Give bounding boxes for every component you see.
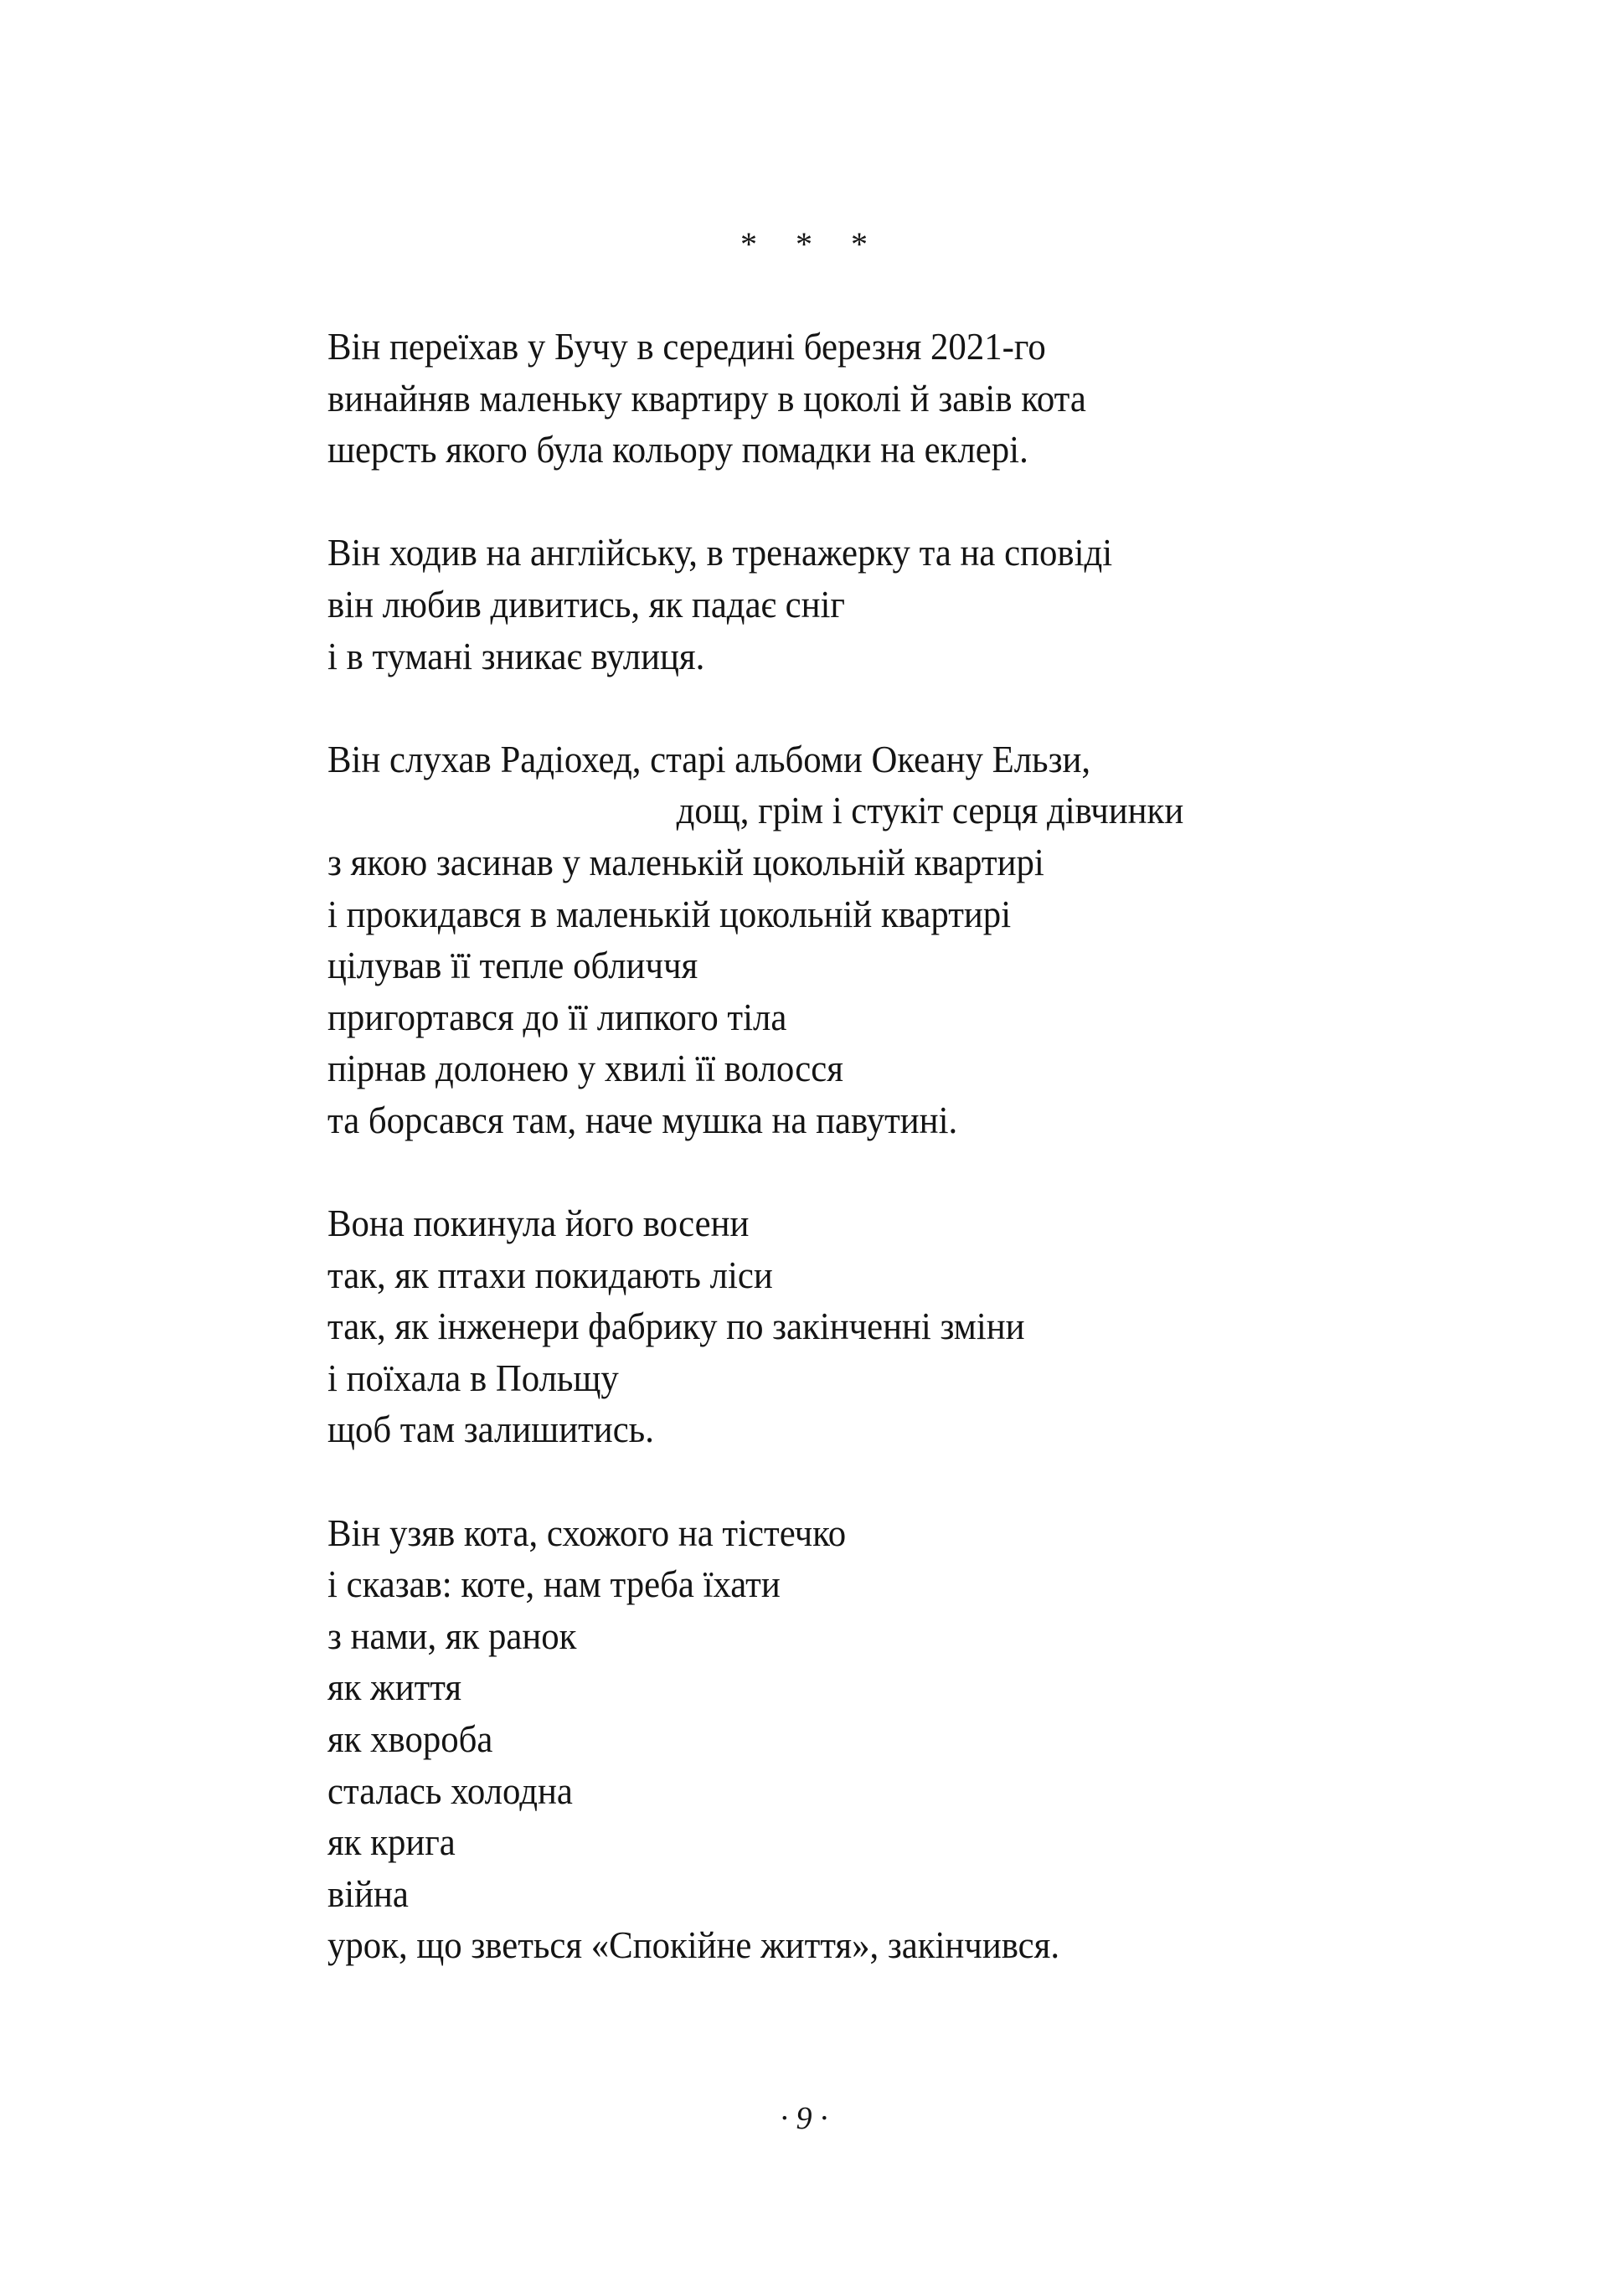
stanza [327, 321, 1340, 476]
stanza-gap [327, 1146, 1340, 1198]
section-divider-asterisks: * * * [740, 225, 883, 263]
poem-line: цілував її тепле обличчя [327, 944, 698, 987]
poem-line: війна [327, 1871, 409, 1915]
poem-line: як хвороба [327, 1717, 493, 1761]
stanza-gap [327, 682, 1340, 734]
stanza-gap [327, 1455, 1340, 1507]
poem-line: з якою засинав у маленькій цокольній квартирі [327, 840, 1044, 883]
poem-line: сталась холодна [327, 1768, 573, 1812]
poem-line: так, як інженери фабрику по закінченні зміни [327, 1305, 1025, 1348]
stanza [327, 1507, 1340, 1971]
poem-line: і сказав: коте, нам треба їхати [327, 1562, 781, 1606]
poem-line: Він переїхав у Бучу в середині березня 2021-го [327, 325, 1046, 368]
poem-line-indented: дощ, грім і стукіт серця дівчинки [676, 789, 1184, 832]
page-number: · 9 · [780, 2101, 828, 2136]
poem-line: пригортався до її липкого тіла [327, 995, 787, 1038]
poem-line: пірнав долонею у хвилі її волосся [327, 1047, 843, 1090]
poem-line: винайняв маленьку квартиру в цоколі й завів кота [327, 376, 1086, 420]
poem-line: він любив дивитись, як падає сніг [327, 582, 845, 625]
poem-line: Вона покинула його восени [327, 1202, 750, 1245]
poem-line: і поїхала в Польщу [327, 1356, 619, 1399]
poem-line: та борсався там, наче мушка на павутині. [327, 1098, 958, 1141]
poem-line: так, як птахи покидають ліси [327, 1253, 773, 1296]
poem-line: і прокидався в маленькій цокольній квартирі [327, 892, 1012, 935]
poem-line: як крига [327, 1820, 456, 1864]
stanza [327, 1197, 1340, 1455]
poem-line: з нами, як ранок [327, 1614, 577, 1657]
stanza-gap [327, 476, 1340, 528]
stanza [327, 734, 1340, 1146]
poem-line: урок, що зветься «Спокійне життя», закінчився. [327, 1923, 1060, 1967]
poem-line: як життя [327, 1665, 462, 1709]
poem-line: шерсть якого була кольору помадки на еклері. [327, 428, 1028, 471]
poem-line: і в тумані зникає вулиця. [327, 634, 705, 677]
poem-line: щоб там залишитись. [327, 1408, 654, 1451]
poem-body [327, 321, 1340, 1971]
poem-line: Він слухав Радіохед, старі альбоми Океану Ельзи, [327, 737, 1091, 780]
stanza [327, 527, 1340, 682]
poem-line: Він узяв кота, схожого на тістечко [327, 1511, 847, 1554]
poem-line: Він ходив на англійську, в тренажерку та на сповіді [327, 531, 1113, 574]
